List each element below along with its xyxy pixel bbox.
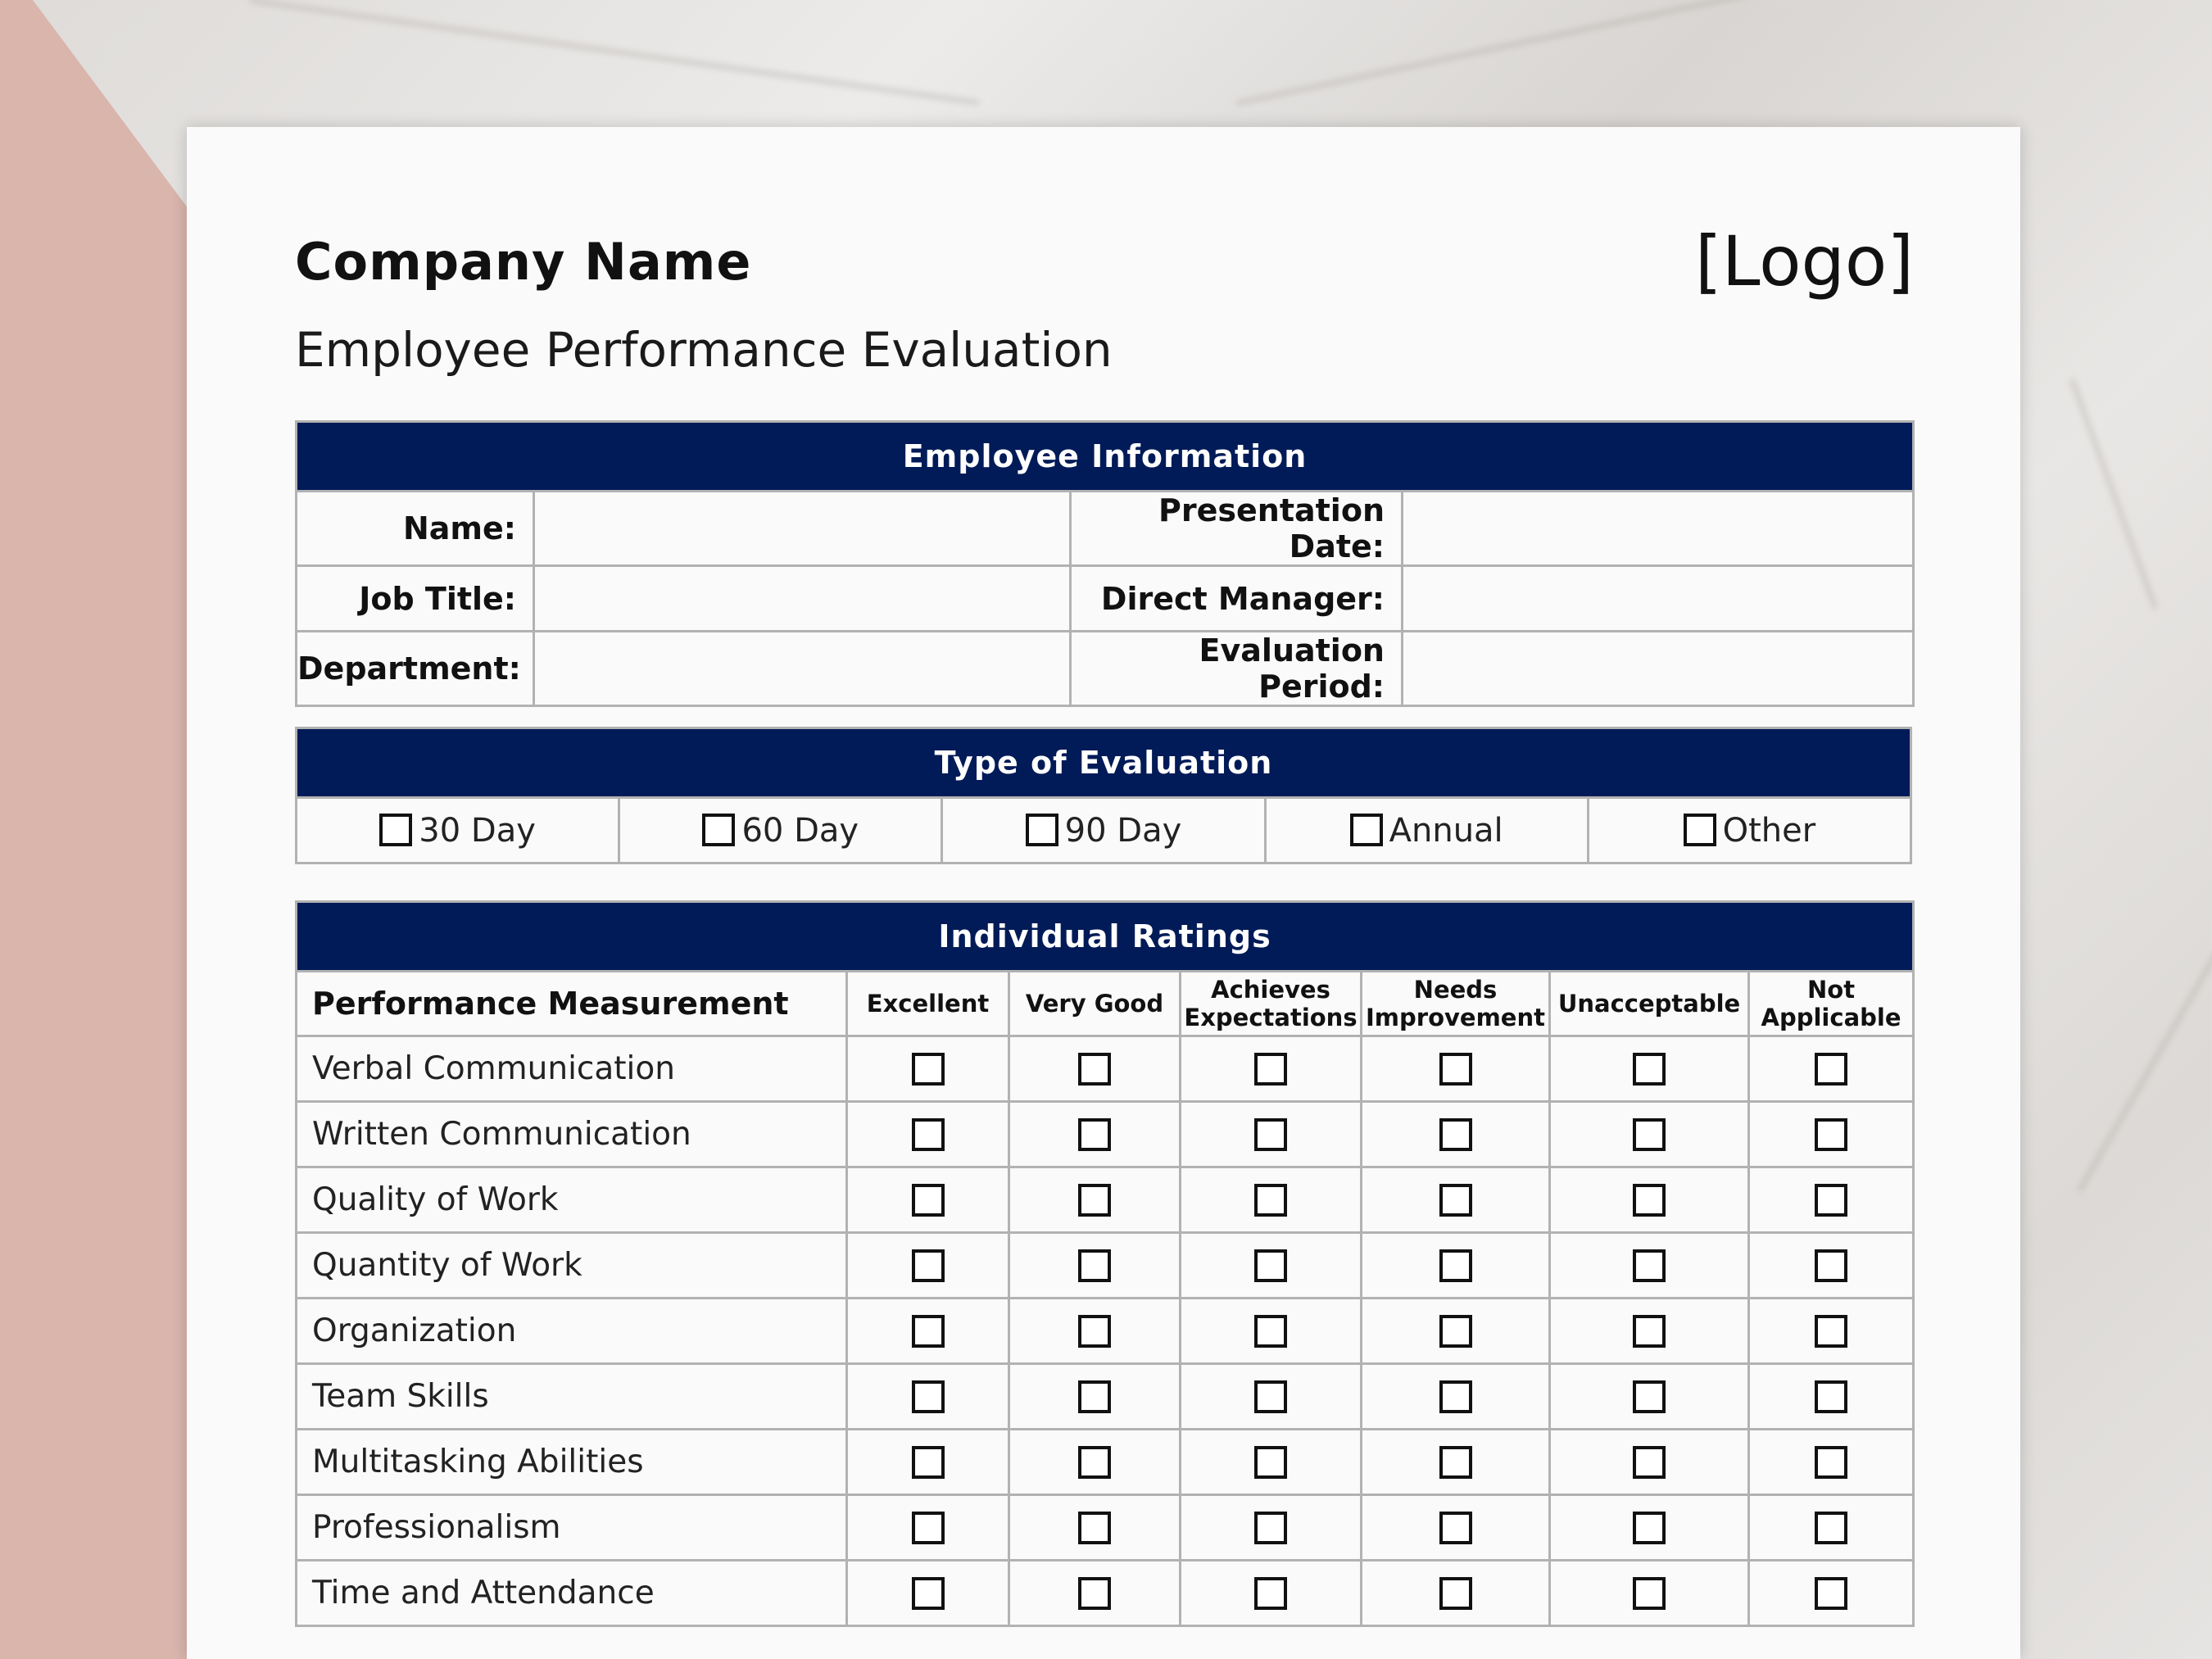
department-field[interactable] xyxy=(534,632,1071,706)
rating-row-label: Team Skills xyxy=(297,1364,847,1430)
rating-cell xyxy=(1749,1561,1914,1626)
option-label: 90 Day xyxy=(1064,811,1182,850)
rating-cell xyxy=(1362,1430,1550,1495)
rating-checkbox[interactable] xyxy=(1078,1512,1111,1544)
option-label: Annual xyxy=(1389,811,1503,850)
rating-cell xyxy=(1362,1167,1550,1233)
rating-checkbox[interactable] xyxy=(1078,1118,1111,1151)
rating-cell xyxy=(847,1299,1009,1364)
rating-checkbox[interactable] xyxy=(1078,1315,1111,1348)
rating-column-label: Achieves xyxy=(1211,976,1330,1004)
rating-cell xyxy=(1009,1561,1181,1626)
rating-cell xyxy=(1181,1036,1362,1102)
rating-cell xyxy=(1749,1102,1914,1167)
rating-checkbox[interactable] xyxy=(1815,1118,1847,1151)
rating-cell xyxy=(847,1495,1009,1561)
rating-row-label: Quantity of Work xyxy=(297,1233,847,1299)
rating-cell xyxy=(1009,1167,1181,1233)
rating-cell xyxy=(1749,1167,1914,1233)
option-label: 60 Day xyxy=(741,811,859,850)
rating-cell xyxy=(1009,1233,1181,1299)
rating-column-label: Applicable xyxy=(1761,1004,1902,1031)
rating-cell xyxy=(1181,1495,1362,1561)
rating-cell xyxy=(1181,1364,1362,1430)
rating-checkbox[interactable] xyxy=(1815,1577,1847,1610)
rating-checkbox[interactable] xyxy=(1439,1249,1472,1282)
rating-row-label: Professionalism xyxy=(297,1495,847,1561)
evaluation-option-30-day[interactable] xyxy=(297,798,619,863)
job-title-field[interactable] xyxy=(534,566,1071,632)
marble-vein xyxy=(2069,378,2158,610)
rating-column-label: Expectations xyxy=(1184,1004,1358,1031)
rating-row xyxy=(297,1299,1914,1364)
evaluation-option-90-day[interactable] xyxy=(942,798,1265,863)
checkbox[interactable] xyxy=(379,814,412,846)
rating-checkbox[interactable] xyxy=(1815,1446,1847,1479)
rating-checkbox[interactable] xyxy=(1439,1380,1472,1413)
rating-checkbox[interactable] xyxy=(1254,1380,1287,1413)
rating-row-label: Quality of Work xyxy=(297,1167,847,1233)
rating-checkbox[interactable] xyxy=(1633,1053,1666,1086)
rating-column-header xyxy=(1362,972,1550,1036)
rating-cell xyxy=(1550,1167,1749,1233)
rating-checkbox[interactable] xyxy=(1078,1446,1111,1479)
rating-cell xyxy=(847,1561,1009,1626)
rating-cell xyxy=(1009,1036,1181,1102)
pink-folder-background xyxy=(0,0,213,1659)
rating-cell xyxy=(1550,1102,1749,1167)
rating-cell xyxy=(1749,1036,1914,1102)
rating-checkbox[interactable] xyxy=(1254,1053,1287,1086)
rating-checkbox[interactable] xyxy=(1078,1184,1111,1217)
checkbox[interactable] xyxy=(1684,814,1716,846)
rating-column-label: Unacceptable xyxy=(1557,990,1741,1018)
logo-placeholder: [Logo] xyxy=(1695,221,1914,301)
rating-column-label: Needs xyxy=(1413,976,1498,1004)
rating-checkbox[interactable] xyxy=(1439,1118,1472,1151)
rating-checkbox[interactable] xyxy=(1815,1053,1847,1086)
job-title-label: Job Title: xyxy=(297,566,534,632)
rating-cell xyxy=(1362,1036,1550,1102)
employee-info-table xyxy=(295,420,1915,707)
rating-row-label: Written Communication xyxy=(297,1102,847,1167)
rating-checkbox[interactable] xyxy=(1815,1249,1847,1282)
evaluation-option-other[interactable] xyxy=(1588,798,1911,863)
rating-cell xyxy=(847,1364,1009,1430)
rating-cell xyxy=(1362,1233,1550,1299)
rating-cell xyxy=(1009,1495,1181,1561)
employee-info-header: Employee Information xyxy=(297,422,1914,492)
rating-checkbox[interactable] xyxy=(912,1446,945,1479)
rating-row xyxy=(297,1561,1914,1626)
rating-row-label: Organization xyxy=(297,1299,847,1364)
rating-checkbox[interactable] xyxy=(1633,1512,1666,1544)
rating-cell xyxy=(1749,1299,1914,1364)
direct-manager-label: Direct Manager: xyxy=(1071,566,1403,632)
rating-cell xyxy=(1362,1495,1550,1561)
rating-checkbox[interactable] xyxy=(912,1512,945,1544)
rating-cell xyxy=(1550,1561,1749,1626)
rating-checkbox[interactable] xyxy=(912,1053,945,1086)
rating-checkbox[interactable] xyxy=(1078,1380,1111,1413)
rating-cell xyxy=(1749,1364,1914,1430)
rating-cell xyxy=(1181,1102,1362,1167)
rating-checkbox[interactable] xyxy=(1254,1512,1287,1544)
rating-checkbox[interactable] xyxy=(1633,1380,1666,1413)
rating-cell xyxy=(1181,1299,1362,1364)
rating-checkbox[interactable] xyxy=(1439,1315,1472,1348)
rating-checkbox[interactable] xyxy=(1815,1380,1847,1413)
presentation-date-field[interactable] xyxy=(1403,492,1914,566)
rating-checkbox[interactable] xyxy=(1254,1577,1287,1610)
rating-cell xyxy=(1550,1233,1749,1299)
rating-column-label: Improvement xyxy=(1366,1004,1545,1031)
rating-checkbox[interactable] xyxy=(912,1577,945,1610)
rating-cell xyxy=(1009,1102,1181,1167)
rating-cell xyxy=(847,1167,1009,1233)
checkbox[interactable] xyxy=(1350,814,1383,846)
rating-checkbox[interactable] xyxy=(1254,1446,1287,1479)
rating-cell xyxy=(1009,1364,1181,1430)
rating-cell xyxy=(1181,1561,1362,1626)
rating-cell xyxy=(847,1233,1009,1299)
rating-cell xyxy=(847,1430,1009,1495)
rating-cell xyxy=(1181,1430,1362,1495)
rating-row xyxy=(297,1167,1914,1233)
rating-checkbox[interactable] xyxy=(1078,1053,1111,1086)
rating-cell xyxy=(1550,1430,1749,1495)
rating-row xyxy=(297,1102,1914,1167)
rating-checkbox[interactable] xyxy=(1254,1184,1287,1217)
rating-row xyxy=(297,1430,1914,1495)
rating-row-label: Time and Attendance xyxy=(297,1561,847,1626)
evaluation-option-60-day[interactable] xyxy=(619,798,942,863)
rating-cell xyxy=(1749,1495,1914,1561)
option-label: 30 Day xyxy=(419,811,536,850)
evaluation-period-label: Evaluation Period: xyxy=(1071,632,1403,706)
evaluation-type-header: Type of Evaluation xyxy=(297,728,1911,798)
option-label: Other xyxy=(1722,811,1816,850)
rating-checkbox[interactable] xyxy=(1439,1053,1472,1086)
rating-checkbox[interactable] xyxy=(1633,1446,1666,1479)
employee-info-row xyxy=(297,632,1914,706)
rating-checkbox[interactable] xyxy=(912,1249,945,1282)
marble-vein xyxy=(249,0,980,106)
rating-row-label: Verbal Communication xyxy=(297,1036,847,1102)
rating-checkbox[interactable] xyxy=(912,1380,945,1413)
rating-checkbox[interactable] xyxy=(1254,1315,1287,1348)
employee-info-row xyxy=(297,492,1914,566)
rating-checkbox[interactable] xyxy=(1633,1577,1666,1610)
rating-cell xyxy=(1749,1430,1914,1495)
rating-column-label: Not xyxy=(1807,976,1856,1004)
rating-checkbox[interactable] xyxy=(912,1184,945,1217)
rating-checkbox[interactable] xyxy=(1633,1118,1666,1151)
rating-column-header xyxy=(1009,972,1181,1036)
checkbox[interactable] xyxy=(1026,814,1058,846)
rating-checkbox[interactable] xyxy=(1439,1184,1472,1217)
rating-cell xyxy=(1362,1364,1550,1430)
rating-cell xyxy=(847,1102,1009,1167)
rating-checkbox[interactable] xyxy=(1254,1249,1287,1282)
rating-cell xyxy=(1550,1299,1749,1364)
rating-cell xyxy=(847,1036,1009,1102)
rating-row xyxy=(297,1495,1914,1561)
department-label: Department: xyxy=(297,632,534,706)
rating-column-label: Very Good xyxy=(1025,990,1164,1018)
rating-cell xyxy=(1181,1233,1362,1299)
direct-manager-field[interactable] xyxy=(1403,566,1914,632)
rating-checkbox[interactable] xyxy=(1815,1184,1847,1217)
name-label: Name: xyxy=(297,492,534,566)
performance-measurement-header: Performance Measurement xyxy=(297,972,847,1036)
evaluation-type-table xyxy=(295,727,1912,864)
company-name: Company Name xyxy=(295,232,752,292)
rating-checkbox[interactable] xyxy=(912,1118,945,1151)
evaluation-period-field[interactable] xyxy=(1403,632,1914,706)
rating-cell xyxy=(1550,1036,1749,1102)
rating-checkbox[interactable] xyxy=(1439,1446,1472,1479)
rating-cell xyxy=(1362,1102,1550,1167)
rating-checkbox[interactable] xyxy=(1439,1577,1472,1610)
rating-column-header xyxy=(1181,972,1362,1036)
marble-vein xyxy=(1235,0,1878,106)
rating-cell xyxy=(1550,1364,1749,1430)
individual-ratings-table xyxy=(295,900,1915,1627)
rating-checkbox[interactable] xyxy=(1078,1249,1111,1282)
rating-row xyxy=(297,1036,1914,1102)
rating-column-header xyxy=(847,972,1009,1036)
rating-row xyxy=(297,1233,1914,1299)
rating-checkbox[interactable] xyxy=(1633,1184,1666,1217)
checkbox[interactable] xyxy=(702,814,735,846)
rating-checkbox[interactable] xyxy=(1254,1118,1287,1151)
document-title: Employee Performance Evaluation xyxy=(295,322,1113,378)
name-field[interactable] xyxy=(534,492,1071,566)
employee-info-row xyxy=(297,566,1914,632)
rating-column-header xyxy=(1550,972,1749,1036)
rating-checkbox[interactable] xyxy=(912,1315,945,1348)
rating-checkbox[interactable] xyxy=(1815,1512,1847,1544)
rating-cell xyxy=(1550,1495,1749,1561)
rating-cell xyxy=(1009,1299,1181,1364)
rating-row xyxy=(297,1364,1914,1430)
rating-checkbox[interactable] xyxy=(1633,1249,1666,1282)
rating-checkbox[interactable] xyxy=(1633,1315,1666,1348)
individual-ratings-header: Individual Ratings xyxy=(297,902,1914,972)
rating-cell xyxy=(1749,1233,1914,1299)
evaluation-option-annual[interactable] xyxy=(1265,798,1588,863)
rating-cell xyxy=(1362,1561,1550,1626)
rating-cell xyxy=(1181,1167,1362,1233)
rating-row-label: Multitasking Abilities xyxy=(297,1430,847,1495)
rating-checkbox[interactable] xyxy=(1439,1512,1472,1544)
marble-vein xyxy=(2077,942,2212,1193)
presentation-date-label: Presentation Date: xyxy=(1071,492,1403,566)
rating-cell xyxy=(1362,1299,1550,1364)
rating-column-header xyxy=(1749,972,1914,1036)
rating-cell xyxy=(1009,1430,1181,1495)
rating-column-label: Excellent xyxy=(866,990,990,1018)
rating-checkbox[interactable] xyxy=(1815,1315,1847,1348)
rating-checkbox[interactable] xyxy=(1078,1577,1111,1610)
